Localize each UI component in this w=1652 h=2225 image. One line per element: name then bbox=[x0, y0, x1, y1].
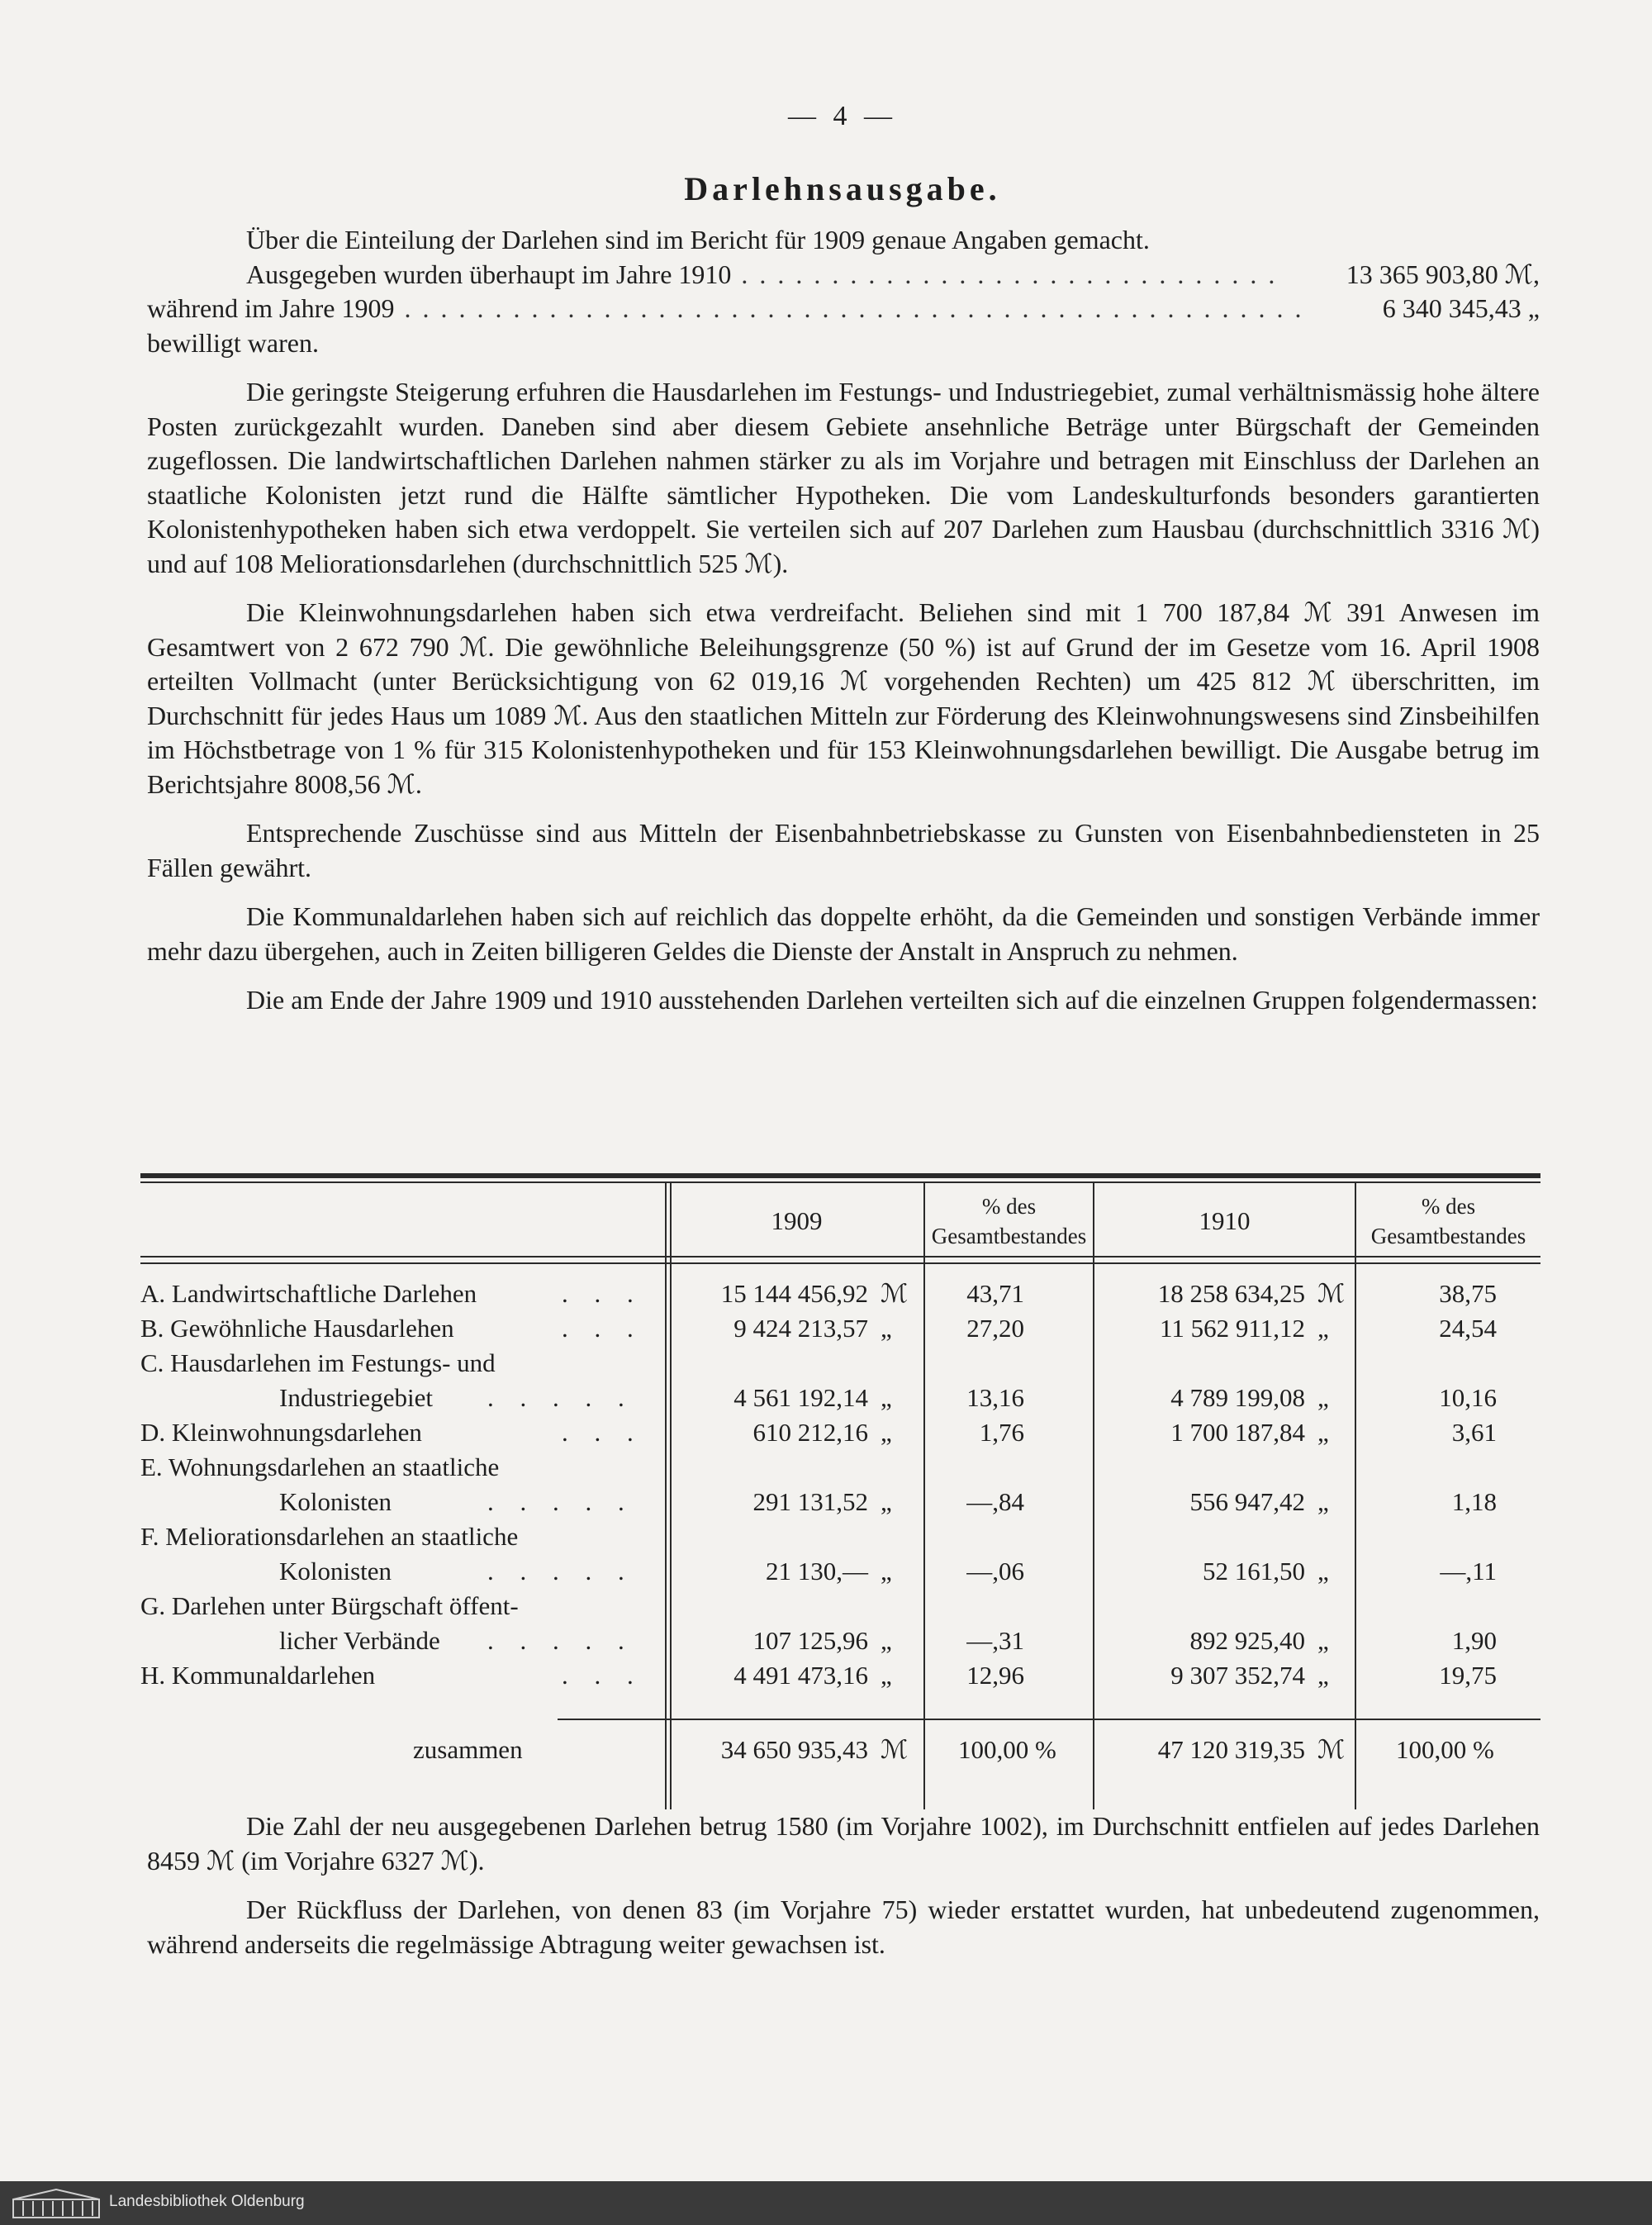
header-1910: 1910 bbox=[1199, 1206, 1251, 1235]
pct-1909: —,31 bbox=[966, 1626, 1024, 1655]
paragraph-2: Die geringste Steigerung erfuhren die Hausdarlehen im Festungs- und Industriegebiet, zumal verhältnismässig hohe ältere Posten zurückgezahlt wurden. Daneben sind aber diesem Gebiete ansehnliche Beträge unter Bürgschaft der Gemeinden zugeflossen. Die landwirtschaftlichen Darlehen nahmen stärker zu als im Vorjahre und betragen mit Einschluss der Darlehen an staatliche Kolonisten jetzt rund die Hälfte sämtlicher Hypotheken. Die vom Landeskulturfonds besonders garantierten Kolonistenhypotheken haben sich etwa verdoppelt. Sie verteilen sich auf 207 Darlehen zum Hausbau (durchschnittlich 3316 ℳ) und auf 108 Meliorationsdarlehen (durchschnittlich 525 ℳ). bbox=[147, 377, 1540, 578]
line-1909-value: 6 340 345,43 „ bbox=[1382, 293, 1540, 323]
unit-1910: „ bbox=[1317, 1383, 1329, 1412]
pct-1910: 24,54 bbox=[1439, 1314, 1497, 1343]
unit-1909: „ bbox=[881, 1383, 892, 1412]
unit-1909: „ bbox=[881, 1557, 892, 1586]
paragraph-7: Die Zahl der neu ausgegebenen Darlehen betrug 1580 (im Vorjahre 1002), im Durchschnitt entfielen auf jedes Darlehen 8459 ℳ (im Vorjahre 6327 ℳ). bbox=[147, 1811, 1540, 1876]
header-1909: 1909 bbox=[771, 1206, 823, 1235]
total-label: zusammen bbox=[413, 1735, 523, 1764]
pct-1910: 38,75 bbox=[1439, 1279, 1497, 1308]
pct-1910: 3,61 bbox=[1451, 1418, 1497, 1447]
row-label: Kolonisten bbox=[279, 1557, 392, 1586]
value-1909: 9 424 213,57 bbox=[733, 1314, 868, 1343]
value-1909: 21 130,— bbox=[766, 1557, 868, 1586]
table-row bbox=[140, 1557, 1540, 1591]
footer-bar bbox=[0, 2181, 1652, 2225]
value-1910: 9 307 352,74 bbox=[1170, 1661, 1305, 1690]
paragraph-3: Die Kleinwohnungsdarlehen haben sich etwa verdreifacht. Beliehen sind mit 1 700 187,84 ℳ 391 Anwesen im Gesamtwert von 2 672 790 ℳ. Die gewöhnliche Beleihungsgrenze (50 %) ist auf Grund der im Gesetze vom 16. April 1908 erteilten Vollmacht (unter Berücksichtigung von 62 019,16 ℳ vorgehenden Rechten) um 425 812 ℳ überschritten, im Durchschnitt für jedes Haus um 1089 ℳ. Aus den staatlichen Mitteln zur Förderung des Kleinwohnungswesens sind Zinsbeihilfen im Höchstbetrage von 1 % für 315 Kolonistenhypotheken und für 153 Kleinwohnungsdarlehen bewilligt. Die Ausgabe betrug im Berichtsjahre 8008,56 ℳ. bbox=[147, 597, 1540, 799]
row-label: H. Kommunaldarlehen bbox=[140, 1661, 376, 1690]
leader-dots: . . . . . bbox=[487, 1626, 634, 1655]
library-building-icon bbox=[12, 2188, 101, 2219]
unit-1910: ℳ bbox=[1317, 1279, 1346, 1308]
leader-dots: . . . bbox=[562, 1661, 643, 1690]
value-1909: 15 144 456,92 bbox=[720, 1279, 868, 1308]
pct-1909: 1,76 bbox=[979, 1418, 1024, 1447]
total-pct-1910: 100,00 % bbox=[1396, 1735, 1494, 1764]
unit-1909: „ bbox=[881, 1626, 892, 1655]
table-row bbox=[140, 1661, 1540, 1695]
pct-1910: 10,16 bbox=[1439, 1383, 1497, 1412]
row-label: D. Kleinwohnungsdarlehen bbox=[140, 1418, 422, 1447]
page-number: — 4 — bbox=[788, 101, 897, 131]
table-row bbox=[140, 1418, 1540, 1452]
row-label: licher Verbände bbox=[279, 1626, 440, 1655]
total-1909: 34 650 935,43 bbox=[720, 1735, 868, 1764]
table-row-label-line bbox=[140, 1591, 1540, 1626]
unit-1910: „ bbox=[1317, 1314, 1329, 1343]
value-1909: 291 131,52 bbox=[752, 1487, 868, 1516]
unit-1910: „ bbox=[1317, 1661, 1329, 1690]
pct-1910: —,11 bbox=[1440, 1557, 1497, 1586]
table-row bbox=[140, 1314, 1540, 1348]
leader-dots: . . . bbox=[562, 1279, 643, 1308]
table-row bbox=[140, 1383, 1540, 1418]
table-row-label-line bbox=[140, 1522, 1540, 1557]
value-1909: 4 491 473,16 bbox=[733, 1661, 868, 1690]
paragraph-4: Entsprechende Zuschüsse sind aus Mitteln der Eisenbahnbetriebskasse zu Gunsten von Eisenbahnbediensteten in 25 Fällen gewährt. bbox=[147, 818, 1540, 882]
value-1910: 52 161,50 bbox=[1203, 1557, 1305, 1586]
unit-1910: „ bbox=[1317, 1557, 1329, 1586]
value-1909: 4 561 192,14 bbox=[733, 1383, 868, 1412]
leader-dots: . . . bbox=[562, 1418, 643, 1447]
table-total-row bbox=[140, 1735, 1540, 1770]
line-1910-total: Ausgegeben wurden überhaupt im Jahre 1910 .............................. 13 365 903,80 ℳ, bbox=[147, 258, 1540, 292]
value-1910: 4 789 199,08 bbox=[1170, 1383, 1305, 1412]
leader-dots: . . . . . bbox=[487, 1487, 634, 1516]
row-label: Industriegebiet bbox=[279, 1383, 433, 1412]
line-1909-total: während im Jahre 1909 .................................................. 6 340 345,43 „ bbox=[147, 292, 1540, 326]
pct-1909: 12,96 bbox=[966, 1661, 1024, 1690]
pct-1909: —,06 bbox=[966, 1557, 1024, 1586]
row-label: Kolonisten bbox=[279, 1487, 392, 1516]
value-1910: 556 947,42 bbox=[1189, 1487, 1305, 1516]
value-1910: 1 700 187,84 bbox=[1170, 1418, 1305, 1447]
table-row bbox=[140, 1279, 1540, 1314]
unit-1909: „ bbox=[881, 1487, 892, 1516]
pct-1910: 1,90 bbox=[1451, 1626, 1497, 1655]
leader-dots: . . . . . bbox=[487, 1557, 634, 1586]
leader-dots: . . . bbox=[562, 1314, 643, 1343]
unit-1909: „ bbox=[881, 1661, 892, 1690]
paragraph-6: Die am Ende der Jahre 1909 und 1910 ausstehenden Darlehen verteilten sich auf die einzelnen Gruppen folgendermassen: bbox=[246, 985, 1538, 1015]
paragraph-8: Der Rückfluss der Darlehen, von denen 83 (im Vorjahre 75) wieder erstattet wurden, hat unbedeutend zugenommen, während anderseits die regelmässige Abtragung weiter gewachsen ist. bbox=[147, 1895, 1540, 1959]
header-pct-1909: % des Gesamtbestandes bbox=[931, 1194, 1087, 1248]
text-block-top bbox=[147, 223, 1540, 1018]
value-1910: 11 562 911,12 bbox=[1160, 1314, 1305, 1343]
unit-1910: „ bbox=[1317, 1626, 1329, 1655]
paragraph-5: Die Kommunaldarlehen haben sich auf reichlich das doppelte erhöht, da die Gemeinden und sonstigen Verbände immer mehr dazu übergehen, auch in Zeiten billigeren Geldes die Dienste der Anstalt in Anspruch zu nehmen. bbox=[147, 901, 1540, 966]
pct-1910: 1,18 bbox=[1451, 1487, 1497, 1516]
total-1910-unit: ℳ bbox=[1317, 1735, 1346, 1764]
value-1909: 107 125,96 bbox=[752, 1626, 868, 1655]
row-label: F. Meliorationsdarlehen an staatliche bbox=[140, 1522, 519, 1551]
text-block-bottom bbox=[147, 1809, 1540, 1961]
value-1910: 892 925,40 bbox=[1189, 1626, 1305, 1655]
unit-1909: „ bbox=[881, 1418, 892, 1447]
total-pct-1909: 100,00 % bbox=[958, 1735, 1056, 1764]
value-1909: 610 212,16 bbox=[752, 1418, 868, 1447]
line-1910-value: 13 365 903,80 ℳ, bbox=[1346, 259, 1540, 289]
unit-1909: „ bbox=[881, 1314, 892, 1343]
pct-1909: 43,71 bbox=[966, 1279, 1024, 1308]
unit-1910: „ bbox=[1317, 1487, 1329, 1516]
row-label: A. Landwirtschaftliche Darlehen bbox=[140, 1279, 477, 1308]
table-row-label-line bbox=[140, 1348, 1540, 1383]
leader-dots: . . . . . bbox=[487, 1383, 634, 1412]
footer-library-name: Landesbibliothek Oldenburg bbox=[109, 2193, 305, 2210]
line-1909-label: während im Jahre 1909 bbox=[147, 293, 395, 323]
table-row bbox=[140, 1626, 1540, 1661]
pct-1910: 19,75 bbox=[1439, 1661, 1497, 1690]
line-bewilligt: bewilligt waren. bbox=[147, 327, 319, 358]
value-1910: 18 258 634,25 bbox=[1157, 1279, 1305, 1308]
total-1909-unit: ℳ bbox=[881, 1735, 909, 1764]
pct-1909: 27,20 bbox=[966, 1314, 1024, 1343]
table-row-label-line bbox=[140, 1452, 1540, 1487]
pct-1909: 13,16 bbox=[966, 1383, 1024, 1412]
row-label: C. Hausdarlehen im Festungs- und bbox=[140, 1348, 496, 1377]
header-pct-1910: % des Gesamtbestandes bbox=[1370, 1194, 1526, 1248]
line-1910-label: Ausgegeben wurden überhaupt im Jahre 1910 bbox=[246, 259, 732, 289]
row-label: E. Wohnungsdarlehen an staatliche bbox=[140, 1452, 500, 1481]
paragraph-1: Über die Einteilung der Darlehen sind im Bericht für 1909 genaue Angaben gemacht. bbox=[246, 225, 1150, 254]
pct-1909: —,84 bbox=[966, 1487, 1024, 1516]
row-label: B. Gewöhnliche Hausdarlehen bbox=[140, 1314, 454, 1343]
total-1910: 47 120 319,35 bbox=[1157, 1735, 1305, 1764]
unit-1909: ℳ bbox=[881, 1279, 909, 1308]
row-label: G. Darlehen unter Bürgschaft öffent- bbox=[140, 1591, 519, 1620]
unit-1910: „ bbox=[1317, 1418, 1329, 1447]
table-row bbox=[140, 1487, 1540, 1522]
section-title: Darlehnsausgabe. bbox=[684, 170, 1001, 207]
